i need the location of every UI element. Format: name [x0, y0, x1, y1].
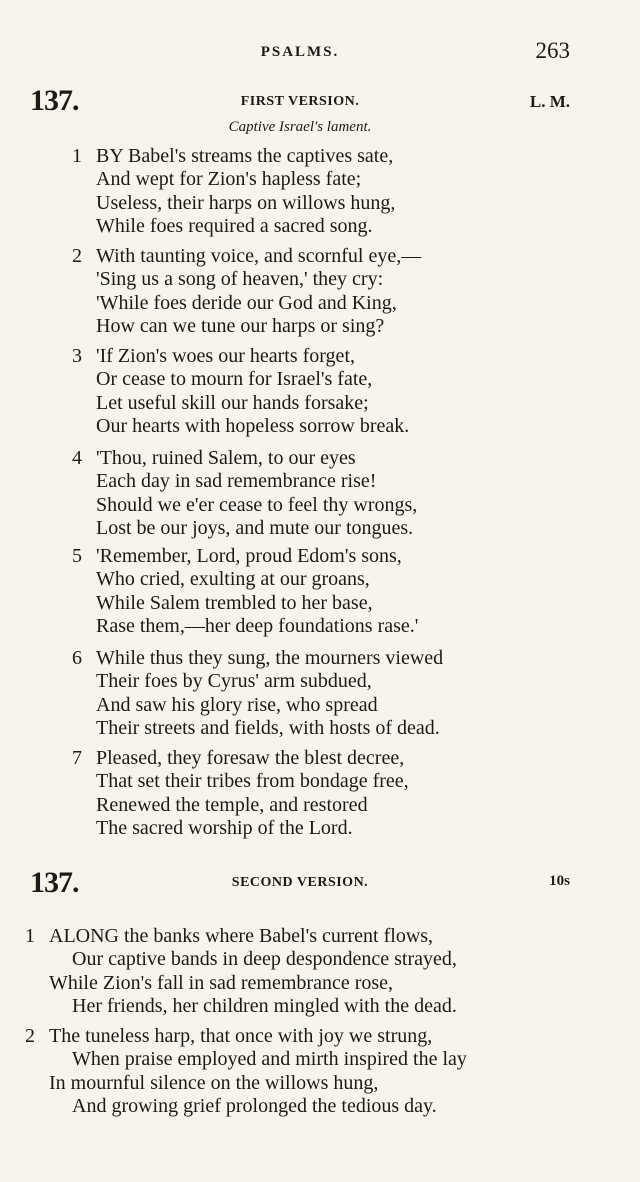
verse-line: Useless, their harps on willows hung,	[96, 191, 396, 214]
verse-line: Let useful skill our hands forsake;	[96, 391, 369, 414]
verse-line: Our captive bands in deep despondence strayed,	[72, 948, 457, 971]
verse-line: Who cried, exulting at our groans,	[96, 568, 370, 591]
verse-line: That set their tribes from bondage free,	[96, 770, 409, 793]
verse-line: 'Sing us a song of heaven,' they cry:	[96, 268, 384, 291]
verse-line: And growing grief prolonged the tedious day.	[72, 1094, 437, 1117]
verse-line: Pleased, they foresaw the blest decree,	[96, 747, 405, 769]
verse-line: Their foes by Cyrus' arm subdued,	[96, 670, 372, 693]
verse-line: Should we e'er cease to feel thy wrongs,	[96, 493, 418, 516]
stanza-number: 7	[72, 747, 82, 769]
stanza-number: 6	[72, 647, 82, 669]
verse-line: Or cease to mourn for Israel's fate,	[96, 368, 373, 391]
hymn-1-version: FIRST VERSION.	[240, 94, 360, 109]
verse-line: While Zion's fall in sad remembrance rose,	[49, 971, 394, 994]
stanza-number: 1	[25, 925, 35, 947]
verse-line: Lost be our joys, and mute our tongues.	[96, 516, 414, 539]
stanza-number: 2	[72, 245, 82, 267]
stanza-number: 3	[72, 345, 82, 367]
stanza-number: 2	[25, 1025, 35, 1047]
verse-line: Rase them,—her deep foundations rase.'	[96, 614, 419, 637]
hymn-1-number: 137.	[30, 84, 79, 117]
hymn-2-meter: 10s	[549, 873, 570, 889]
verse-line: With taunting voice, and scornful eye,—	[96, 245, 422, 267]
verse-line: When praise employed and mirth inspired the lay	[72, 1048, 467, 1071]
hymn-2-number: 137.	[30, 866, 79, 899]
hymn-1-header	[0, 84, 640, 118]
stanza-number: 4	[72, 447, 82, 469]
verse-line: Our hearts with hopeless sorrow break.	[96, 414, 410, 437]
verse-line: ALONG the banks where Babel's current flows,	[49, 925, 434, 947]
verse-line: And wept for Zion's hapless fate;	[96, 168, 362, 191]
verse-line: 'While foes deride our God and King,	[96, 291, 397, 314]
stanza-number: 5	[72, 545, 82, 567]
verse-line: How can we tune our harps or sing?	[96, 314, 385, 337]
verse-line: The sacred worship of the Lord.	[96, 816, 353, 839]
hymn-2-version: SECOND VERSION.	[231, 875, 369, 890]
hymn-1-subtitle: Captive Israel's lament.	[228, 119, 372, 135]
verse-line: 'If Zion's woes our hearts forget,	[96, 345, 355, 367]
verse-line: While foes required a sacred song.	[96, 214, 373, 237]
verse-line: Each day in sad remembrance rise!	[96, 470, 377, 493]
hymn-1-meter: L. M.	[529, 92, 570, 111]
verse-line: While thus they sung, the mourners viewed	[96, 647, 444, 669]
running-head-title: PSALMS.	[260, 44, 340, 60]
verse-line: 'Thou, ruined Salem, to our eyes	[96, 447, 356, 469]
verse-line: BY Babel's streams the captives sate,	[96, 145, 394, 167]
verse-line: Their streets and fields, with hosts of dead.	[96, 716, 440, 739]
verse-line: Her friends, her children mingled with the dead.	[72, 994, 457, 1017]
verse-line: While Salem trembled to her base,	[96, 591, 373, 614]
verse-line: 'Remember, Lord, proud Edom's sons,	[96, 545, 402, 567]
verse-line: Renewed the temple, and restored	[96, 793, 368, 816]
page-number: 263	[535, 38, 570, 63]
running-head	[0, 38, 640, 68]
verse-line: And saw his glory rise, who spread	[96, 693, 378, 716]
hymn-2-header	[0, 866, 640, 900]
verse-line: The tuneless harp, that once with joy we strung,	[49, 1025, 433, 1047]
verse-line: In mournful silence on the willows hung,	[49, 1071, 379, 1094]
stanza-number: 1	[72, 145, 82, 167]
